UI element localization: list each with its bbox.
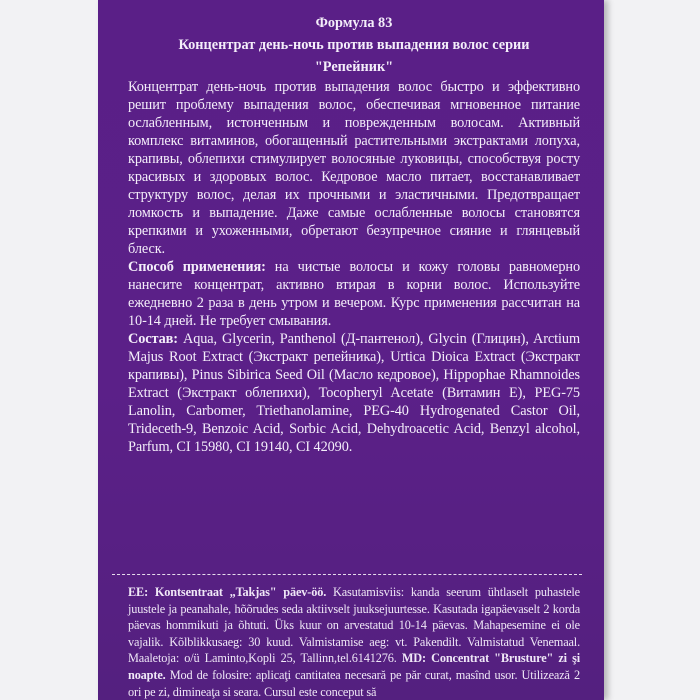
label-content <box>128 12 580 456</box>
composition-text: Aqua, Glycerin, Panthenol (Д-пантенол), Glycin (Глицин), Arctium Majus Root Extract (Экстракт репейника), Urtica Dioica Extract (Экстракт крапивы), Pinus Sibirica Seed Oil (Масло кедровое), Hippophae Rhamnoides Extract (Экстракт облепихи), Tocopheryl Acetate (Витамин Е), PEG-75 Lanolin, Carbomer, Triethanolamine, PEG-40 Hydrogenated Castor Oil, Trideceth-9, Benzoic Acid, Sorbic Acid, Dehydroacetic Acid, Benzyl alcohol, Parfum, CI 15980, CI 19140, CI 42090. <box>128 331 580 455</box>
usage-label: Способ применения: <box>128 259 266 275</box>
dashed-divider <box>112 574 582 575</box>
estonian-text: Kasutamisviis: kanda seerum ühtlaselt puhastele juustele ja peanahale, hõõrudes seda aktiivselt juuksejuurtesse. Kasutada igapäevaselt 2 korda päevas hommikuti ja õhtuti. Üks kuur on arvestatud 10-14 päevas. Mahapesemine ei ole vajalik. Kõlblikkusaeg: 30 kuud. Valmistamise aeg: vt. Pakendilt. Valmistatud Venemaal. Maaletoja: o/ü Laminto,Kopli 25, Tallinn,tel.6141276. <box>128 585 580 666</box>
formula-title: Формула 83 <box>315 15 393 31</box>
moldovan-label: MD: Concentrat "Brusture" zi şi noapte. <box>128 651 581 682</box>
composition-section <box>128 330 580 456</box>
product-series: "Репейник" <box>314 59 394 75</box>
usage-text: на чистые волосы и кожу головы равномерно нанесите концентрат, активно втирая в корни волос. Используйте ежедневно 2 раза в день утром и вечером. Курс применения рассчитан на 10-14 дней. Не требует смывания. <box>128 259 580 329</box>
product-name: Концентрат день-ночь против выпадения волос серии <box>178 37 530 53</box>
translations-section <box>128 584 580 700</box>
usage-section <box>128 258 580 330</box>
moldovan-text: Mod de folosire: aplicaţi cantitatea necesară pe păr curat, masînd usor. Utilizează 2 ori pe zi, dimineaţa si seara. Cursul este conceput să <box>128 667 580 699</box>
composition-label: Состав: <box>128 331 178 347</box>
estonian-label: EE: Kontsentraat „Takjas" päev-öö. <box>128 585 327 599</box>
description-text: Концентрат день-ночь против выпадения волос быстро и эффективно решит проблему выпадения волос, обеспечивая мгновенное питание ослабленным, истонченным и поврежденным волосам. Активный комплекс витаминов, обогащенный растительными экстрактами лопуха, крапивы, облепихи стимулирует волосяные луковицы, способствуя росту красивых и здоровых волос. Кедровое масло питает, восстанавливает структуру волос, делая их прочными и эластичными. Предотвращает ломкость и выпадение. Даже самые ослабленные волосы становятся крепкими и ухоженными, обретают безупречное сияние и глянцевый блеск. <box>128 79 580 257</box>
